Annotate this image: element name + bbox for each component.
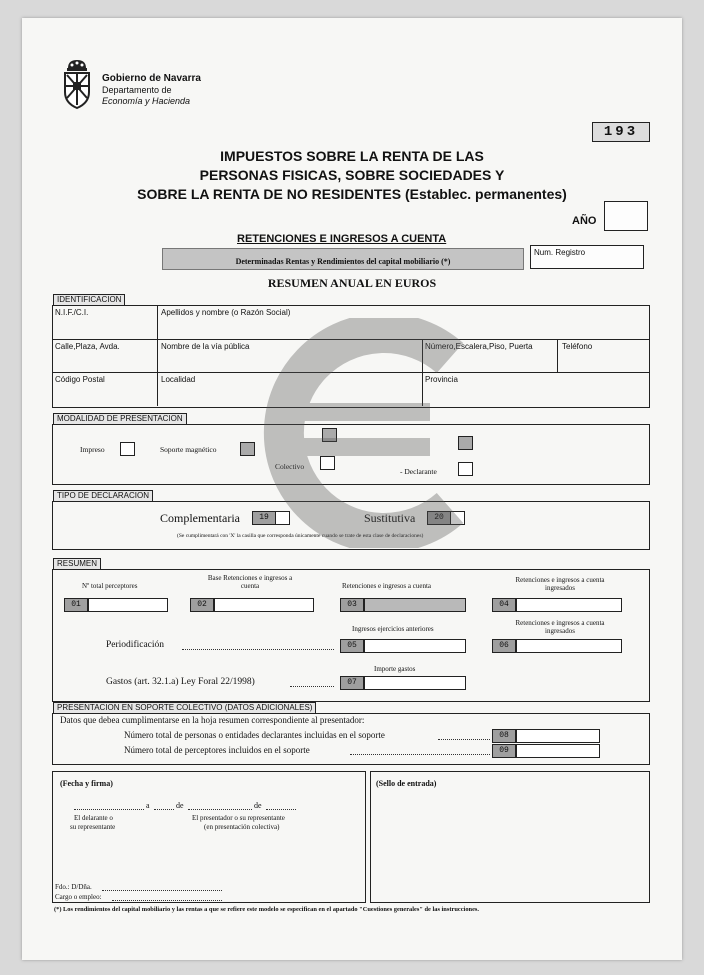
colectivo-line1: Número total de personas o entidades declarantes incluidas en el soporte	[124, 730, 385, 740]
ejercicios-label: Ingresos ejercicios anteriores	[352, 625, 434, 633]
registry-box[interactable]	[530, 245, 644, 269]
subtitle: RETENCIONES E INGRESOS A CUENTA	[237, 233, 447, 245]
code-02: 02	[190, 598, 214, 612]
soporte-label: Soporte magnético	[160, 445, 217, 454]
date-day-line	[154, 809, 174, 810]
firma-colectiva: (en presentación colectiva)	[204, 823, 280, 831]
title-line3: SOBRE LA RENTA DE NO RESIDENTES (Establec. permanentes)	[137, 186, 567, 202]
registry-label: Num. Registro	[534, 248, 586, 257]
firma-declarante: El delarante o	[74, 814, 113, 822]
field-09[interactable]	[516, 744, 600, 758]
declarante-label: - Declarante	[400, 467, 437, 476]
firma-title: (Fecha y firma)	[60, 779, 113, 788]
colectivo-intro: Datos que debea cumplimentarse en la hoja resumen correspondiente al presentador:	[60, 715, 365, 725]
street-type-label: Calle,Plaza, Avda.	[55, 342, 120, 351]
col1-label: Nº total perceptores	[82, 582, 138, 590]
field-07[interactable]	[364, 676, 466, 690]
footnote: (*) Los rendimientos del capital mobiliario y las rentas a que se refiere este modelo se especifican en el apartado "Cuestiones generales" de las instrucciones.	[54, 906, 479, 913]
firma-presentador: El presentador o su representante	[192, 814, 285, 822]
code-09: 09	[492, 744, 516, 758]
form-sheet	[22, 18, 682, 960]
navarra-coat-of-arms-icon	[62, 58, 92, 110]
cargo-line	[112, 900, 222, 901]
firma-fdo: Fdo.: D/Dña.	[55, 883, 92, 891]
colectivo-label: Colectivo	[275, 462, 305, 471]
model-number: 193	[592, 122, 650, 142]
code-01: 01	[64, 598, 88, 612]
field-02[interactable]	[214, 598, 314, 612]
col4-label: Retenciones e ingresos a cuenta ingresados	[515, 576, 605, 592]
tipo-note: (Se cumplimentará con 'X' la casilla que corresponda únicamente cuando se trate de esta clase de declaraciones)	[177, 533, 424, 539]
dotted-leader	[438, 739, 490, 740]
date-month-line	[188, 809, 252, 810]
locality-label: Localidad	[161, 375, 196, 384]
col3-label: Retenciones e ingresos a cuenta	[342, 582, 432, 590]
colectivo-line2: Número total de perceptores incluidos en el soporte	[124, 745, 310, 755]
dept-line1: Departamento de	[102, 85, 172, 95]
code-07: 07	[340, 676, 364, 690]
field-05[interactable]	[364, 639, 466, 653]
field-06[interactable]	[516, 639, 622, 653]
firma-cargo: Cargo o empleo:	[55, 893, 102, 901]
province-label: Provincia	[425, 375, 458, 384]
number-label: Número,Escalera,Piso, Puerta	[425, 342, 533, 351]
nif-input[interactable]	[54, 318, 154, 336]
phone-label: Teléfono	[562, 342, 593, 351]
field-04[interactable]	[516, 598, 622, 612]
field-03[interactable]	[364, 598, 466, 612]
org-name: Gobierno de Navarra	[102, 73, 201, 84]
code-05: 05	[340, 639, 364, 653]
ret-ingresados-label: Retenciones e ingresos a cuenta ingresados	[515, 619, 605, 635]
firma-de1: de	[176, 801, 184, 810]
complementaria-label: Complementaria	[160, 511, 240, 525]
periodificacion-label: Periodificación	[106, 640, 165, 650]
date-year-line	[266, 809, 296, 810]
name-label: Apellidos y nombre (o Razón Social)	[161, 308, 291, 317]
field-01[interactable]	[88, 598, 168, 612]
impreso-label: Impreso	[80, 445, 105, 454]
code-20: 20	[427, 511, 451, 525]
dotted-leader	[350, 754, 490, 755]
dotted-leader	[182, 649, 334, 650]
title-line2: PERSONAS FISICAS, SOBRE SOCIEDADES Y	[199, 167, 505, 183]
code-03: 03	[340, 598, 364, 612]
section-tipo: TIPO DE DECLARACION	[53, 490, 153, 502]
col2-label: Base Retenciones e ingresos a cuenta	[207, 574, 293, 590]
importe-label: Importe gastos	[374, 665, 416, 673]
section-colectivo: PRESENTACION EN SOPORTE COLECTIVO (DATOS ADICIONALES)	[53, 702, 316, 714]
sustitutiva-label: Sustitutiva	[364, 511, 416, 525]
code-06: 06	[492, 639, 516, 653]
nif-label: N.I.F./C.I.	[55, 308, 89, 317]
euro-watermark-icon	[260, 318, 490, 548]
year-input[interactable]	[604, 201, 648, 231]
code-08: 08	[492, 729, 516, 743]
fdo-line	[102, 890, 222, 891]
soporte-checkbox[interactable]	[240, 442, 255, 456]
stamp-frame[interactable]	[370, 771, 650, 903]
section-resumen: RESUMEN	[53, 558, 101, 570]
gastos-label: Gastos (art. 32.1.a) Ley Foral 22/1998)	[106, 677, 255, 687]
date-place-line	[74, 809, 144, 810]
field-08[interactable]	[516, 729, 600, 743]
section-modalidad: MODALIDAD DE PRESENTACION	[53, 413, 187, 425]
year-label: AÑO	[572, 215, 597, 227]
signature-frame[interactable]	[52, 771, 366, 903]
street-name-label: Nombre de la vía pública	[161, 342, 250, 351]
title-line1: IMPUESTOS SOBRE LA RENTA DE LAS	[220, 148, 484, 164]
summary-title: RESUMEN ANUAL EN EUROS	[267, 276, 437, 290]
postal-code-label: Código Postal	[55, 375, 105, 384]
section-identificacion: IDENTIFICACION	[53, 294, 125, 306]
dept-line2: Economía y Hacienda	[102, 96, 191, 106]
firma-representante: su representante	[70, 823, 116, 831]
dotted-leader	[290, 686, 334, 687]
sello-label: (Sello de entrada)	[376, 779, 437, 788]
banner: Determinadas Rentas y Rendimientos del capital mobiliario (*)	[162, 248, 524, 270]
code-19: 19	[252, 511, 276, 525]
code-04: 04	[492, 598, 516, 612]
firma-a: a	[146, 801, 150, 810]
impreso-checkbox[interactable]	[120, 442, 135, 456]
firma-de2: de	[254, 801, 262, 810]
